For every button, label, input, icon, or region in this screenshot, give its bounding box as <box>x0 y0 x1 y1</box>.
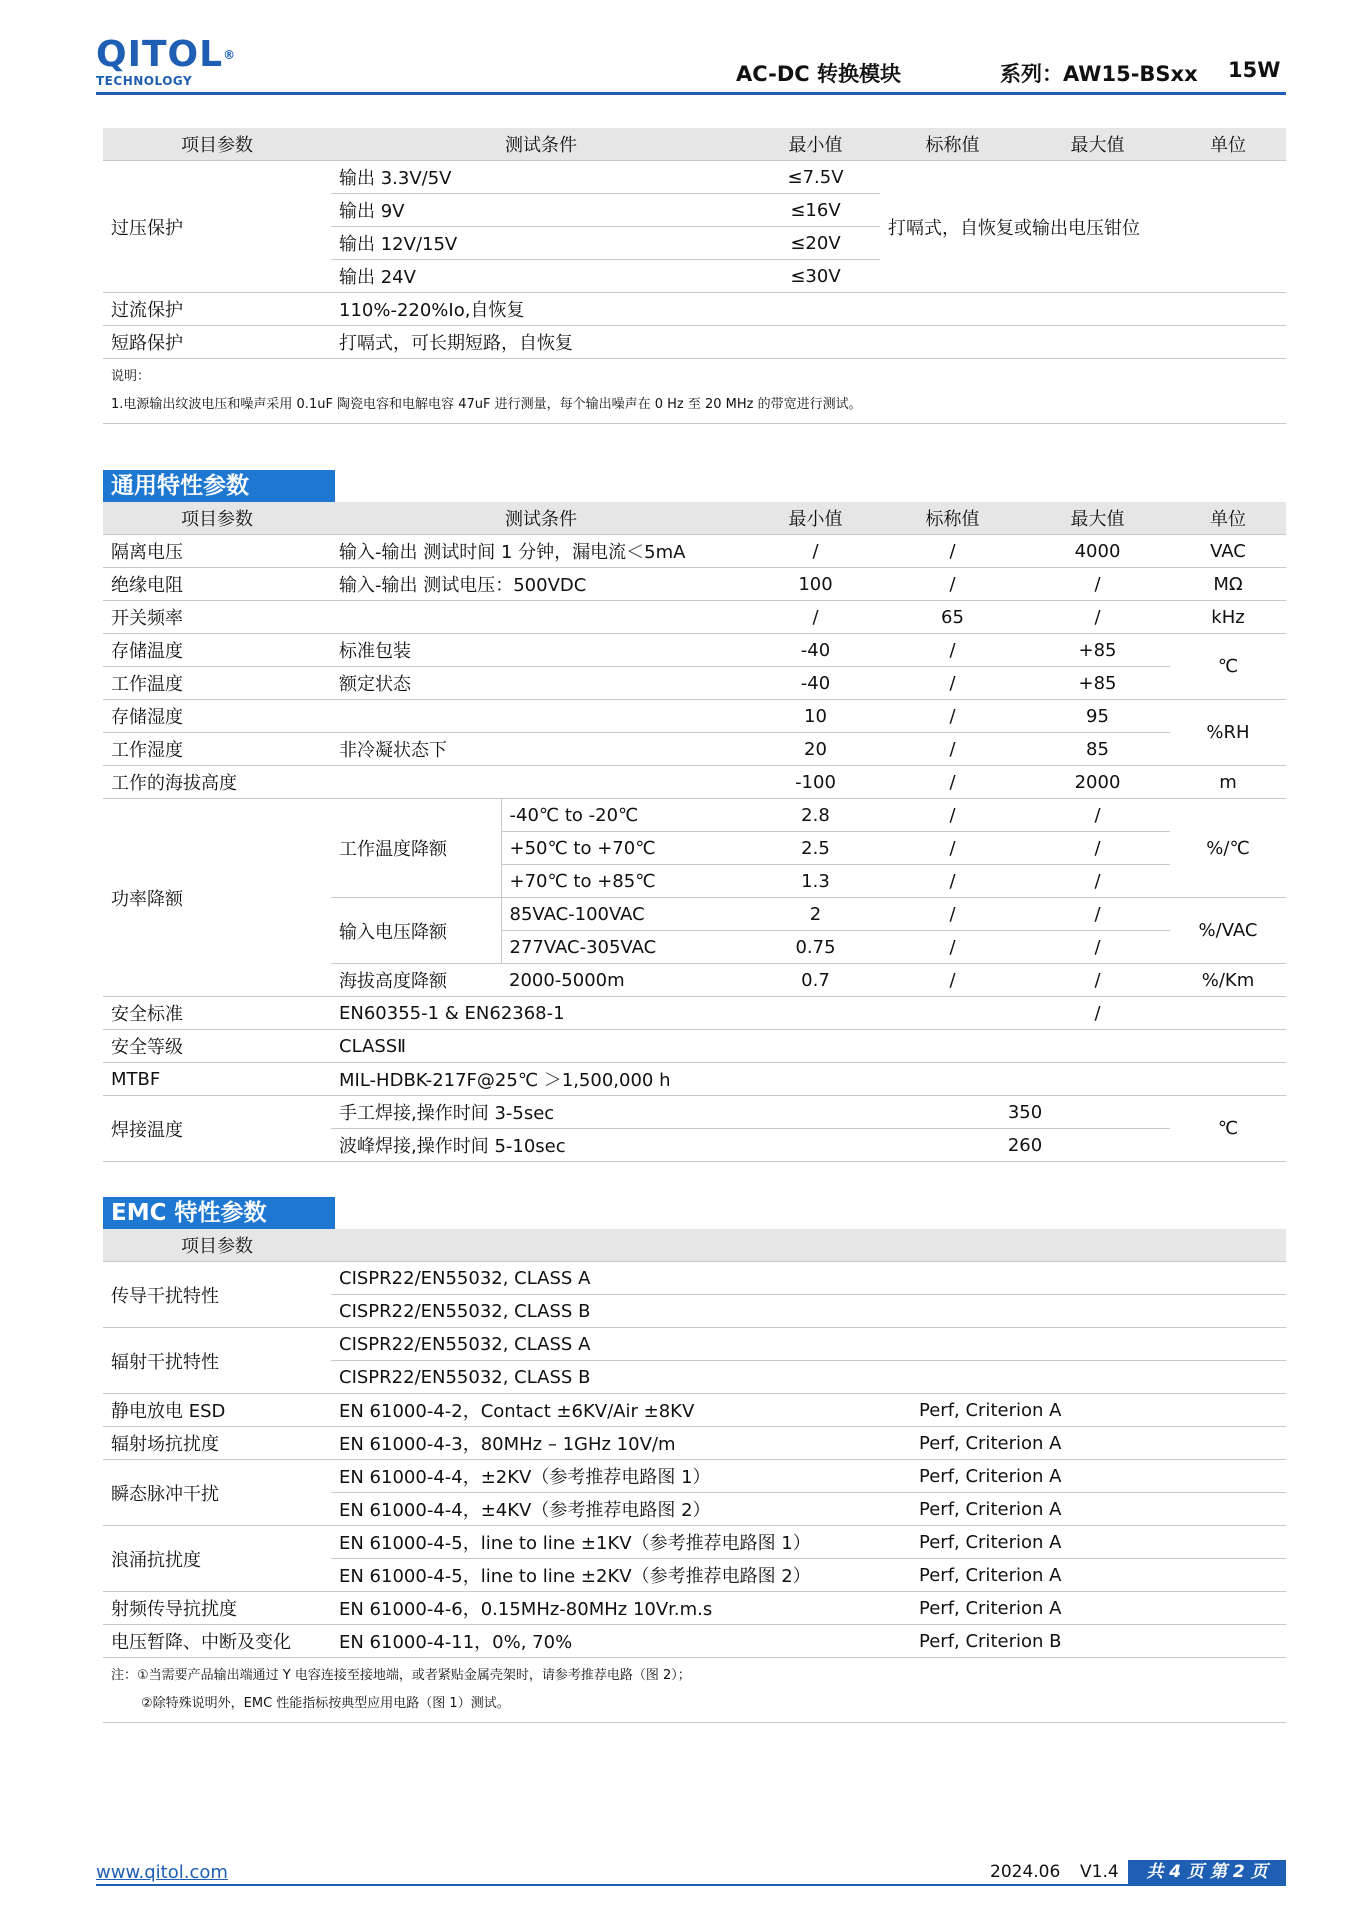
table-row <box>103 1427 1286 1460</box>
logo-text: QITOL <box>96 34 224 75</box>
insulation-nominal: / <box>880 568 1025 601</box>
alt-derating-nominal: / <box>880 964 1025 997</box>
oper-hum-min: 20 <box>751 733 880 766</box>
temp-derating-range: +70℃ to +85℃ <box>501 865 751 898</box>
col-header-nominal: 标称值 <box>880 502 1025 535</box>
temp-derating-nominal: / <box>880 799 1025 832</box>
storage-temp-min: -40 <box>751 634 880 667</box>
volt-derating-max: / <box>1025 898 1170 931</box>
altitude-nominal: / <box>880 766 1025 799</box>
alt-derating-max: / <box>1025 964 1170 997</box>
temp-derating-min: 2.5 <box>751 832 880 865</box>
solder-label: 焊接温度 <box>103 1096 331 1162</box>
storage-hum-label: 存储湿度 <box>103 700 331 733</box>
table-row <box>103 634 1286 667</box>
insulation-unit: MΩ <box>1170 568 1286 601</box>
footer-version: V1.4 <box>1080 1862 1119 1882</box>
isolation-unit: VAC <box>1170 535 1286 568</box>
ovp-condition: 输出 3.3V/5V <box>331 161 751 194</box>
ovp-min: ≤7.5V <box>751 161 880 194</box>
surge-label: 浪涌抗扰度 <box>103 1526 331 1592</box>
safety-std-label: 安全标准 <box>103 997 331 1030</box>
protection-table <box>103 128 1286 424</box>
storage-temp-label: 存储温度 <box>103 634 331 667</box>
temp-derating-unit: %/℃ <box>1170 799 1286 898</box>
eft-std: EN 61000-4-4，±2KV（参考推荐电路图 1） <box>331 1460 911 1493</box>
emc-section-title: EMC 特性参数 <box>103 1197 335 1229</box>
temp-derating-nominal: / <box>880 832 1025 865</box>
header-divider <box>96 92 1286 95</box>
logo-registered-mark: ® <box>223 48 237 62</box>
mtbf-condition: MIL-HDBK-217F@25℃ ＞1,500,000 h <box>331 1063 1286 1096</box>
radiated-std: CISPR22/EN55032, CLASS A <box>331 1328 1286 1361</box>
altitude-label: 工作的海拔高度 <box>103 766 331 799</box>
ovp-condition: 输出 12V/15V <box>331 227 751 260</box>
oper-hum-condition: 非冷凝状态下 <box>331 733 751 766</box>
table-row <box>103 700 1286 733</box>
mtbf-label: MTBF <box>103 1063 331 1096</box>
volt-derating-max: / <box>1025 931 1170 964</box>
table-header-row <box>103 502 1286 535</box>
volt-derating-nominal: / <box>880 898 1025 931</box>
alt-derating-range: 2000-5000m <box>501 964 751 997</box>
storage-hum-nominal: / <box>880 700 1025 733</box>
switching-unit: kHz <box>1170 601 1286 634</box>
derating-label: 功率降额 <box>103 799 331 997</box>
isolation-condition: 输入-输出 测试时间 1 分钟，漏电流＜5mA <box>331 535 751 568</box>
insulation-condition: 输入-输出 测试电压：500VDC <box>331 568 751 601</box>
conducted-label: 传导干扰特性 <box>103 1262 331 1328</box>
insulation-min: 100 <box>751 568 880 601</box>
oper-temp-condition: 额定状态 <box>331 667 751 700</box>
storage-temp-max: +85 <box>1025 634 1170 667</box>
volt-derating-min: 0.75 <box>751 931 880 964</box>
col-header-min: 最小值 <box>751 502 880 535</box>
storage-hum-min: 10 <box>751 700 880 733</box>
temp-derating-max: / <box>1025 865 1170 898</box>
ovp-condition: 输出 9V <box>331 194 751 227</box>
table-header-row <box>103 128 1286 161</box>
storage-hum-max: 95 <box>1025 700 1170 733</box>
document-title: AC-DC 转换模块 <box>736 62 902 86</box>
note-title: 说明： <box>111 369 151 384</box>
website-link[interactable]: www.qitol.com <box>96 1862 228 1883</box>
volt-derating-range: 85VAC-100VAC <box>501 898 751 931</box>
scp-condition: 打嗝式，可长期短路，自恢复 <box>331 326 1286 359</box>
company-logo <box>96 36 236 92</box>
dips-perf: Perf, Criterion B <box>911 1625 1286 1658</box>
note-text: 1.电源输出纹波电压和噪声采用 0.1uF 陶瓷电容和电解电容 47uF 进行测量，每个输出噪声在 0 Hz 至 20 MHz 的带宽进行测试。 <box>111 397 862 412</box>
storage-temp-nominal: / <box>880 634 1025 667</box>
switching-max: / <box>1025 601 1170 634</box>
eft-label: 瞬态脉冲干扰 <box>103 1460 331 1526</box>
eft-std: EN 61000-4-4，±4KV（参考推荐电路图 2） <box>331 1493 911 1526</box>
storage-hum-condition <box>331 700 751 733</box>
volt-derating-min: 2 <box>751 898 880 931</box>
volt-derating-unit: %/VAC <box>1170 898 1286 964</box>
altitude-unit: m <box>1170 766 1286 799</box>
esd-perf: Perf, Criterion A <box>911 1394 1286 1427</box>
table-row <box>103 1460 1286 1493</box>
oper-hum-nominal: / <box>880 733 1025 766</box>
col-header-item: 项目参数 <box>103 1229 331 1262</box>
solder-value: 350 <box>880 1096 1170 1129</box>
table-row <box>103 1328 1286 1361</box>
solder-unit: ℃ <box>1170 1096 1286 1162</box>
safety-std-value: / <box>1025 997 1170 1030</box>
emc-note-2: ②除特殊说明外，EMC 性能指标按典型应用电路（图 1）测试。 <box>141 1696 510 1711</box>
isolation-max: 4000 <box>1025 535 1170 568</box>
oper-temp-nominal: / <box>880 667 1025 700</box>
temp-derating-range: +50℃ to +70℃ <box>501 832 751 865</box>
table-row <box>103 1592 1286 1625</box>
table-row <box>103 799 1286 832</box>
radiated-label: 辐射干扰特性 <box>103 1328 331 1394</box>
col-header-max: 最大值 <box>1025 502 1170 535</box>
conducted-std: CISPR22/EN55032, CLASS A <box>331 1262 1286 1295</box>
dips-label: 电压暂降、中断及变化 <box>103 1625 331 1658</box>
safety-class-condition: CLASSⅡ <box>331 1030 1286 1063</box>
table-row <box>103 326 1286 359</box>
esd-std: EN 61000-4-2，Contact ±6KV/Air ±8KV <box>331 1394 911 1427</box>
scp-label: 短路保护 <box>103 326 331 359</box>
rs-label: 辐射场抗扰度 <box>103 1427 331 1460</box>
table-row <box>103 667 1286 700</box>
ovp-label: 过压保护 <box>103 161 331 293</box>
temp-derating-max: / <box>1025 799 1170 832</box>
solder-condition: 手工焊接,操作时间 3-5sec <box>331 1096 880 1129</box>
eft-perf: Perf, Criterion A <box>911 1460 1286 1493</box>
switching-label: 开关频率 <box>103 601 331 634</box>
table-row <box>103 1394 1286 1427</box>
oper-temp-label: 工作温度 <box>103 667 331 700</box>
altitude-condition <box>331 766 751 799</box>
switching-nominal: 65 <box>880 601 1025 634</box>
ovp-min: ≤30V <box>751 260 880 293</box>
isolation-nominal: / <box>880 535 1025 568</box>
dips-std: EN 61000-4-11，0%, 70% <box>331 1625 911 1658</box>
ovp-condition: 输出 24V <box>331 260 751 293</box>
cs-label: 射频传导抗扰度 <box>103 1592 331 1625</box>
table-row <box>103 1625 1286 1658</box>
footer-divider <box>96 1884 1286 1886</box>
oper-hum-label: 工作湿度 <box>103 733 331 766</box>
solder-value: 260 <box>880 1129 1170 1162</box>
temp-derating-label: 工作温度降额 <box>331 799 501 898</box>
col-header-max: 最大值 <box>1025 128 1170 161</box>
table-row <box>103 1030 1286 1063</box>
cs-std: EN 61000-4-6，0.15MHz-80MHz 10Vr.m.s <box>331 1592 911 1625</box>
temp-derating-min: 1.3 <box>751 865 880 898</box>
col-header-nominal: 标称值 <box>880 128 1025 161</box>
footer-date: 2024.06 <box>990 1862 1061 1882</box>
col-header-min: 最小值 <box>751 128 880 161</box>
hum-unit: %RH <box>1170 700 1286 766</box>
table-row <box>103 535 1286 568</box>
table-row <box>103 997 1286 1030</box>
note-row <box>103 1658 1286 1723</box>
table-row <box>103 1526 1286 1559</box>
temp-unit: ℃ <box>1170 634 1286 700</box>
safety-std-condition: EN60355-1 & EN62368-1 <box>331 997 1025 1030</box>
radiated-std: CISPR22/EN55032, CLASS B <box>331 1361 1286 1394</box>
table-row <box>103 1096 1286 1129</box>
ocp-condition: 110%-220%Io,自恢复 <box>331 293 1286 326</box>
conducted-std: CISPR22/EN55032, CLASS B <box>331 1295 1286 1328</box>
alt-derating-unit: %/Km <box>1170 964 1286 997</box>
emc-note-1: 注：①当需要产品输出端通过 Y 电容连接至接地端，或者紧贴金属壳架时，请参考推荐电路（图 2）； <box>111 1668 691 1683</box>
col-header-unit: 单位 <box>1170 502 1286 535</box>
altitude-min: -100 <box>751 766 880 799</box>
surge-std: EN 61000-4-5，line to line ±1KV（参考推荐电路图 1） <box>331 1526 911 1559</box>
ovp-min: ≤20V <box>751 227 880 260</box>
isolation-label: 隔离电压 <box>103 535 331 568</box>
col-header-item: 项目参数 <box>103 128 331 161</box>
temp-derating-max: / <box>1025 832 1170 865</box>
volt-derating-nominal: / <box>880 931 1025 964</box>
oper-temp-max: +85 <box>1025 667 1170 700</box>
emc-section-header <box>103 1197 1286 1229</box>
table-row <box>103 1262 1286 1295</box>
ocp-label: 过流保护 <box>103 293 331 326</box>
solder-condition: 波峰焊接,操作时间 5-10sec <box>331 1129 880 1162</box>
eft-perf: Perf, Criterion A <box>911 1493 1286 1526</box>
volt-derating-range: 277VAC-305VAC <box>501 931 751 964</box>
ovp-min: ≤16V <box>751 194 880 227</box>
note-row <box>103 359 1286 424</box>
switching-min: / <box>751 601 880 634</box>
altitude-max: 2000 <box>1025 766 1170 799</box>
col-header-item: 项目参数 <box>103 502 331 535</box>
logo-subtitle: TECHNOLOGY <box>96 74 193 88</box>
storage-temp-condition: 标准包装 <box>331 634 751 667</box>
table-row <box>103 601 1286 634</box>
table-row <box>103 293 1286 326</box>
temp-derating-range: -40℃ to -20℃ <box>501 799 751 832</box>
alt-derating-min: 0.7 <box>751 964 880 997</box>
product-power: 15W <box>1228 58 1281 82</box>
isolation-min: / <box>751 535 880 568</box>
table-row <box>103 1063 1286 1096</box>
surge-perf: Perf, Criterion A <box>911 1559 1286 1592</box>
table-row <box>103 766 1286 799</box>
cs-perf: Perf, Criterion A <box>911 1592 1286 1625</box>
general-table <box>103 502 1286 1162</box>
emc-table <box>103 1229 1286 1723</box>
ovp-description: 打嗝式，自恢复或输出电压钳位 <box>880 161 1286 293</box>
rs-perf: Perf, Criterion A <box>911 1427 1286 1460</box>
insulation-max: / <box>1025 568 1170 601</box>
table-row <box>103 568 1286 601</box>
table-row <box>103 733 1286 766</box>
oper-temp-min: -40 <box>751 667 880 700</box>
insulation-label: 绝缘电阻 <box>103 568 331 601</box>
esd-label: 静电放电 ESD <box>103 1394 331 1427</box>
oper-hum-max: 85 <box>1025 733 1170 766</box>
rs-std: EN 61000-4-3，80MHz – 1GHz 10V/m <box>331 1427 911 1460</box>
surge-std: EN 61000-4-5，line to line ±2KV（参考推荐电路图 2） <box>331 1559 911 1592</box>
surge-perf: Perf, Criterion A <box>911 1526 1286 1559</box>
general-section-title: 通用特性参数 <box>103 470 335 502</box>
product-series: 系列：AW15-BSxx <box>1000 62 1198 86</box>
temp-derating-min: 2.8 <box>751 799 880 832</box>
table-row <box>103 161 1286 194</box>
page-indicator: 共 4 页 第 2 页 <box>1128 1860 1286 1884</box>
col-header-condition: 测试条件 <box>331 128 751 161</box>
switching-condition <box>331 601 751 634</box>
volt-derating-label: 输入电压降额 <box>331 898 501 964</box>
table-header-row <box>103 1229 1286 1262</box>
col-header-condition: 测试条件 <box>331 502 751 535</box>
general-section-header <box>103 470 1286 502</box>
alt-derating-label: 海拔高度降额 <box>331 964 501 997</box>
col-header-unit: 单位 <box>1170 128 1286 161</box>
temp-derating-nominal: / <box>880 865 1025 898</box>
safety-class-label: 安全等级 <box>103 1030 331 1063</box>
